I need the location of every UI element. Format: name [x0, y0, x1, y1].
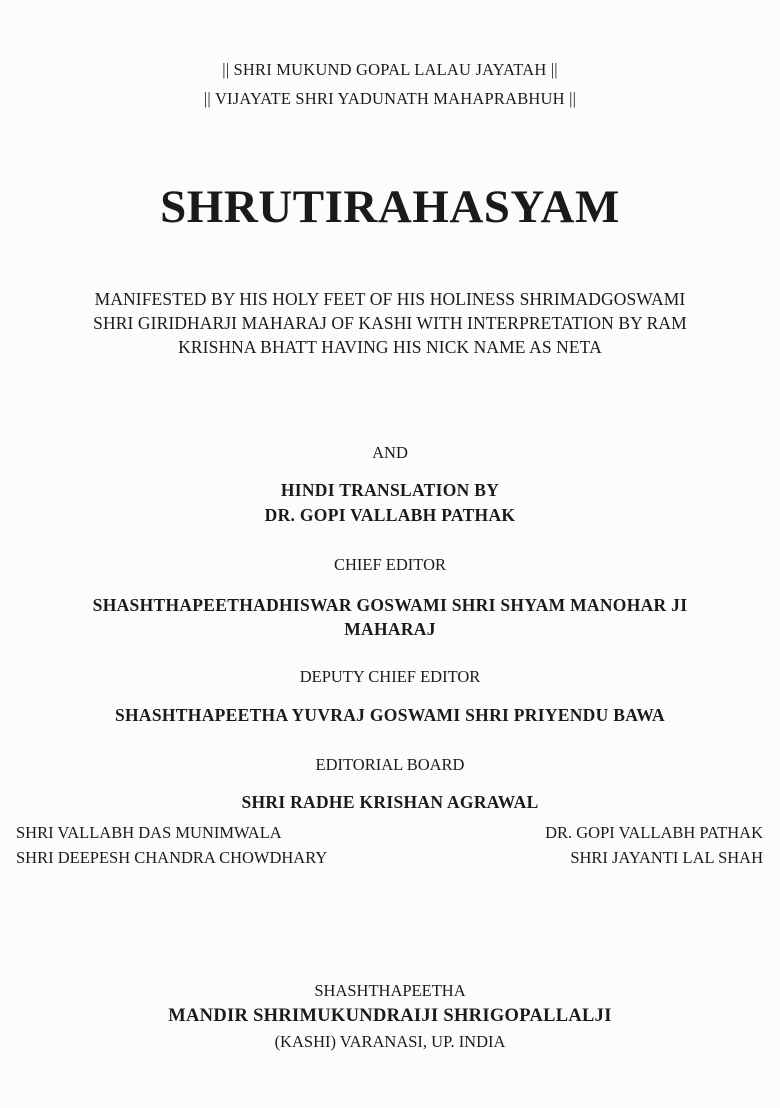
board-member: SHRI DEEPESH CHANDRA CHOWDHARY [16, 848, 328, 867]
subtitle-line-3: KRISHNA BHATT HAVING HIS NICK NAME AS NETA [178, 337, 602, 357]
book-title: SHRUTIRAHASYAM [160, 181, 620, 233]
board-member: DR. GOPI VALLABH PATHAK [545, 823, 763, 842]
editorial-board-head: SHRI RADHE KRISHAN AGRAWAL [241, 792, 539, 812]
invocation-line-1: || SHRI MUKUND GOPAL LALAU JAYATAH || [222, 60, 558, 79]
editorial-board-right-column [545, 820, 763, 870]
translation-label: HINDI TRANSLATION BY [280, 480, 500, 500]
subtitle-line-2: SHRI GIRIDHARJI MAHARAJ OF KASHI WITH INTERPRETATION BY RAM [93, 313, 687, 333]
chief-editor-name-line-2: MAHARAJ [344, 619, 436, 639]
editorial-board-left-column [16, 820, 327, 870]
board-member: SHRI VALLABH DAS MUNIMWALA [16, 823, 282, 842]
deputy-chief-editor-label: DEPUTY CHIEF EDITOR [299, 667, 481, 686]
chief-editor-name-line-1: SHASHTHAPEETHADHISWAR GOSWAMI SHRI SHYAM MANOHAR JI [92, 595, 688, 615]
translator-name: DR. GOPI VALLABH PATHAK [264, 505, 516, 525]
board-member: SHRI JAYANTI LAL SHAH [570, 848, 763, 867]
invocation-line-2: || VIJAYATE SHRI YADUNATH MAHAPRABHUH || [203, 89, 577, 108]
subtitle-line-1: MANIFESTED BY HIS HOLY FEET OF HIS HOLINESS SHRIMADGOSWAMI [94, 289, 686, 309]
publisher-line-3: (KASHI) VARANASI, UP. INDIA [274, 1032, 506, 1051]
publisher-line-1: SHASHTHAPEETHA [314, 981, 466, 1000]
and-label: AND [372, 443, 408, 462]
editorial-board-label: EDITORIAL BOARD [315, 755, 465, 774]
publisher-line-2: MANDIR SHRIMUKUNDRAIJI SHRIGOPALLALJI [168, 1006, 612, 1026]
deputy-chief-editor-name: SHASHTHAPEETHA YUVRAJ GOSWAMI SHRI PRIYENDU BAWA [114, 705, 665, 725]
chief-editor-label: CHIEF EDITOR [334, 555, 446, 574]
